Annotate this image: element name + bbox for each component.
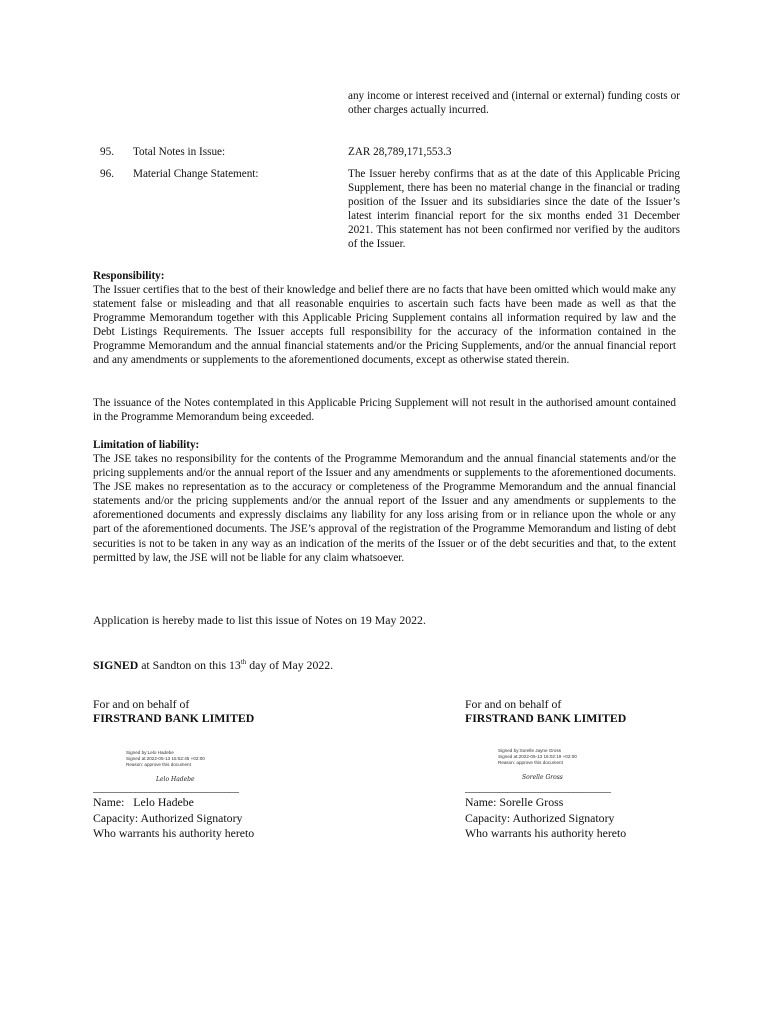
signatory-1-signed-at: Signed at:2022-05-13 15:52:45 +02:00: [126, 756, 205, 761]
limitation-heading: Limitation of liability:: [93, 439, 200, 451]
responsibility-heading: Responsibility:: [93, 270, 165, 282]
signatory-1-name: Name: Lelo Hadebe: [93, 795, 194, 809]
item-95-label: Total Notes in Issue:: [133, 146, 226, 158]
signatory-1-warrant: Who warrants his authority hereto: [93, 826, 255, 840]
item-96-number: 96.: [100, 168, 114, 180]
signatory-2-signature-line: _______________________________: [465, 783, 611, 794]
signatory-1-signed-by: Signed by:Lelo Hadebe: [126, 750, 174, 755]
signatory-2-name: Name: Sorelle Gross: [465, 795, 564, 809]
signatory-1-signature-meta: [126, 750, 205, 768]
signatory-2-details: [465, 795, 626, 842]
signatory-2-signed-by: Signed by:Sorelle Jayne Gross: [498, 748, 562, 753]
signatory-1-details: [93, 795, 254, 842]
item-96-label: Material Change Statement:: [133, 168, 259, 180]
signed-bold: SIGNED: [93, 657, 139, 672]
signatory-1-capacity: Capacity: Authorized Signatory: [93, 810, 243, 825]
signatory-1-company: FIRSTRAND BANK LIMITED: [93, 711, 255, 725]
signatory-2-reason: Reason: approve this document: [498, 760, 563, 765]
signatory-1-signature-line: _______________________________: [93, 783, 239, 794]
signed-sup: th: [240, 658, 247, 666]
signatory-1-reason: Reason: approve this document: [126, 762, 191, 767]
signed-post: day of May 2022.: [246, 657, 334, 672]
limitation-body: The JSE takes no responsibility for the contents of the Programme Memorandum and the annual financial statements and/or the pricing supplements and/or the annual report of the Issuer and any amendments or supplements to the aforementioned documents. The JSE makes no representation as to the accuracy or completeness of the Programme Memorandum and the annual financial statements and/or the pricing supplements and/or the annual report of the Issuer and any amendments or supplements to the aforementioned documents and expressly disclaims any liability for any loss arising from or in reliance upon the whole or any part of the aforementioned documents. The JSE’s approval of the registration of the Programme Memorandum and listing of debt securities is not to be taken in any way as an indication of the merits of the Issuer or of the debt securities and that, to the extent permitted by law, the JSE will not be liable for any claim whatsoever.: [93, 453, 676, 564]
signatory-1-handwritten-signature: Lelo Hadebe: [156, 776, 195, 783]
signatory-2-capacity: Capacity: Authorized Signatory: [465, 810, 615, 825]
signatory-2-handwritten-signature: Sorelle Gross: [522, 774, 563, 781]
responsibility-body: The Issuer certifies that to the best of their knowledge and belief there are no facts that have been omitted which would make any statement false or misleading and that all reasonable enquiries to ascertain such facts have been made as well as that the Programme Memorandum together with this Applicable Pricing Supplement contains all information required by law and the Debt Listings Requirements. The Issuer accepts full responsibility for the accuracy of the information contained in the Programme Memorandum and the annual financial statements and/or the Pricing Supplements, and/or the annual financial report and any amendments or supplements to the aforementioned documents, except as otherwise stated therein.: [93, 284, 676, 367]
item-95-value: ZAR 28,789,171,553.3: [348, 146, 452, 158]
intro-text: any income or interest received and (internal or external) funding costs or other charges actually incurred.: [348, 90, 680, 117]
signatory-2-signature-meta: [498, 748, 577, 766]
issuance-text: The issuance of the Notes contemplated in this Applicable Pricing Supplement will not result in the authorised amount contained in the Programme Memorandum being exceeded.: [93, 397, 676, 424]
signed-pre: at Sandton on this 13: [138, 657, 241, 672]
signatory-2-warrant: Who warrants his authority hereto: [465, 826, 627, 840]
signatory-2-signed-at: Signed at:2022-05-13 16:02:19 +02:00: [498, 754, 577, 759]
signatory-1-behalf: For and on behalf of: [93, 697, 190, 711]
signatory-2-behalf: For and on behalf of: [465, 697, 562, 711]
item-96-value: The Issuer hereby confirms that as at the date of this Applicable Pricing Supplement, there has been no material change in the financial or trading position of the Issuer and its subsidiaries since the date of the Issuer’s latest interim financial report for the six months ended 31 December 2021. This statement has not been confirmed nor verified by the auditors of the Issuer.: [348, 168, 680, 251]
signed-statement: [93, 655, 333, 672]
signatory-2-company: FIRSTRAND BANK LIMITED: [465, 711, 627, 725]
item-95-number: 95.: [100, 146, 114, 158]
application-text: Application is hereby made to list this issue of Notes on 19 May 2022.: [93, 613, 426, 627]
